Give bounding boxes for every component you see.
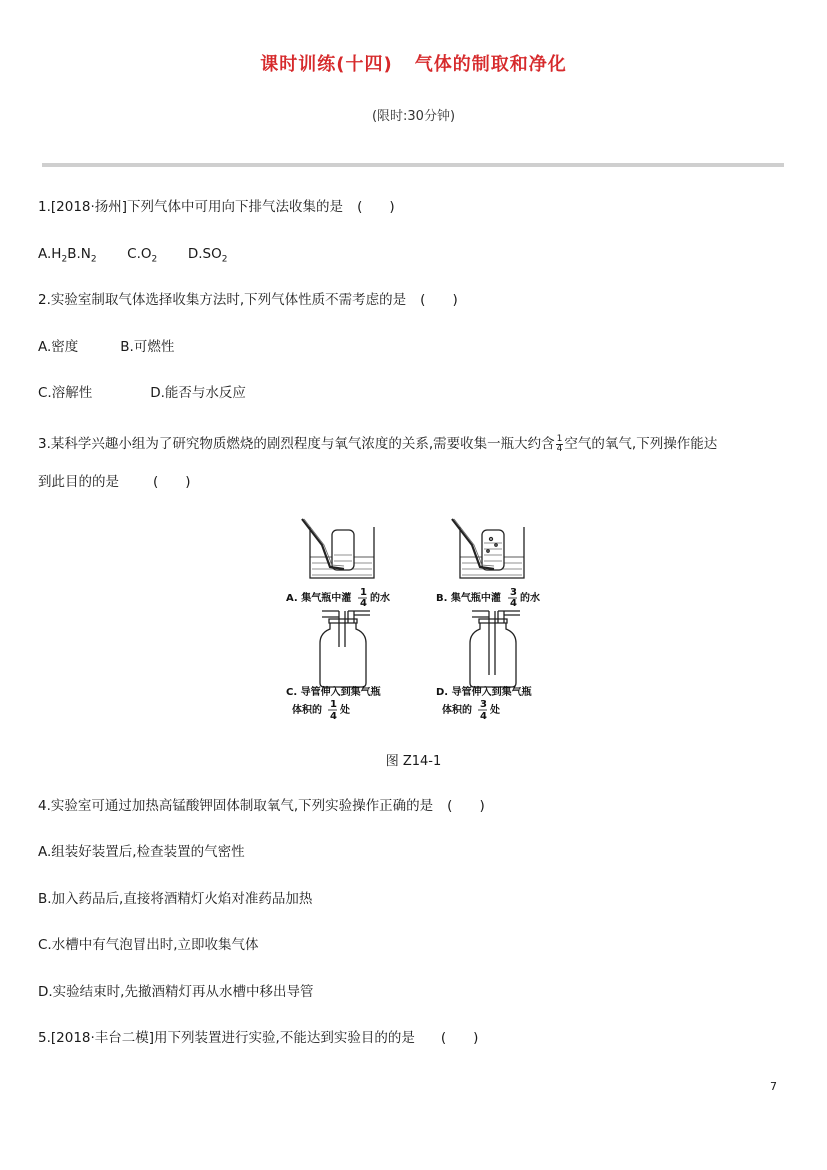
q1-option-a: $A.H_2$ — [38, 246, 68, 265]
page-number: 7 — [770, 1080, 777, 1093]
title-right: 气体的制取和净化 — [414, 54, 567, 75]
svg-text:体积的: 体积的 — [292, 705, 322, 716]
svg-text:体积的: 体积的 — [442, 705, 472, 716]
question-1-stem: 1.[2018·扬州]下列气体中可用向下排气法收集的是 ( ) — [38, 199, 395, 215]
svg-text:C. 导管伸入到集气瓶: C. 导管伸入到集气瓶 — [286, 687, 381, 698]
svg-text:4: 4 — [330, 711, 337, 722]
question-3-stem: 3.某科学兴趣小组为了研究物质燃烧的剧烈程度与氧气浓度的关系,需要收集一瓶大约含 $\frac{1}{4}$ 空气的氧气,下列操作能达 — [38, 433, 718, 454]
q2-option-d: D.能否与水反应 — [150, 385, 246, 401]
question-2-stem: 2.实验室制取气体选择收集方法时,下列气体性质不需考虑的是 ( ) — [38, 292, 458, 308]
q2-option-a: A.密度 — [38, 339, 79, 355]
svg-text:3: 3 — [480, 699, 487, 710]
apparatus-diagram — [282, 515, 552, 725]
svg-text:3: 3 — [510, 587, 517, 598]
question-2-options-row2 — [38, 383, 246, 403]
apparatus-b — [452, 519, 524, 578]
q2-option-b: B.可燃性 — [120, 339, 175, 355]
title-left: 课时训练(十四) — [260, 54, 393, 75]
svg-text:4: 4 — [480, 711, 487, 722]
svg-text:4: 4 — [360, 598, 367, 609]
apparatus-d — [470, 611, 520, 687]
figure-caption: 图 Z14-1 — [385, 754, 442, 769]
time-limit: (限时:30分钟) — [371, 109, 456, 124]
apparatus-a — [302, 519, 374, 578]
page-title — [0, 50, 827, 76]
svg-text:1: 1 — [360, 587, 367, 598]
q1-option-b: $B.N_2$ — [67, 246, 97, 265]
svg-text:D. 导管伸入到集气瓶: D. 导管伸入到集气瓶 — [436, 687, 532, 698]
q2-option-c: C.溶解性 — [38, 385, 93, 401]
question-5-stem: 5.[2018·丰台二模]用下列装置进行实验,不能达到实验目的的是 ( ) — [38, 1030, 479, 1046]
q1-option-c: $C.O_2$ — [127, 246, 158, 265]
header-divider — [42, 163, 784, 167]
svg-text:的水: 的水 — [520, 593, 540, 604]
apparatus-c — [320, 611, 370, 687]
q1-option-d: $D.SO_2$ — [187, 246, 228, 265]
svg-text:处: 处 — [490, 705, 500, 716]
q4-option-a: A.组装好装置后,检查装置的气密性 — [38, 844, 245, 860]
fraction-one-quarter: $\frac{1}{4}$ — [556, 433, 563, 454]
question-1-options — [38, 244, 227, 270]
svg-text:4: 4 — [510, 598, 517, 609]
svg-text:处: 处 — [340, 705, 350, 716]
q4-option-b: B.加入药品后,直接将酒精灯火焰对准药品加热 — [38, 891, 313, 907]
q4-option-c: C.水槽中有气泡冒出时,立即收集气体 — [38, 937, 259, 953]
figure-z14-1 — [282, 515, 552, 725]
q4-option-d: D.实验结束时,先撤酒精灯再从水槽中移出导管 — [38, 984, 314, 1000]
svg-text:B. 集气瓶中灌: B. 集气瓶中灌 — [436, 593, 501, 604]
question-2-options-row1 — [38, 337, 174, 357]
svg-text:的水: 的水 — [370, 593, 390, 604]
question-4-stem: 4.实验室可通过加热高锰酸钾固体制取氧气,下列实验操作正确的是 ( ) — [38, 798, 485, 814]
svg-text:A. 集气瓶中灌: A. 集气瓶中灌 — [286, 593, 352, 604]
question-3-stem-line2: 到此目的的是 ( ) — [38, 474, 191, 490]
svg-text:1: 1 — [330, 699, 337, 710]
